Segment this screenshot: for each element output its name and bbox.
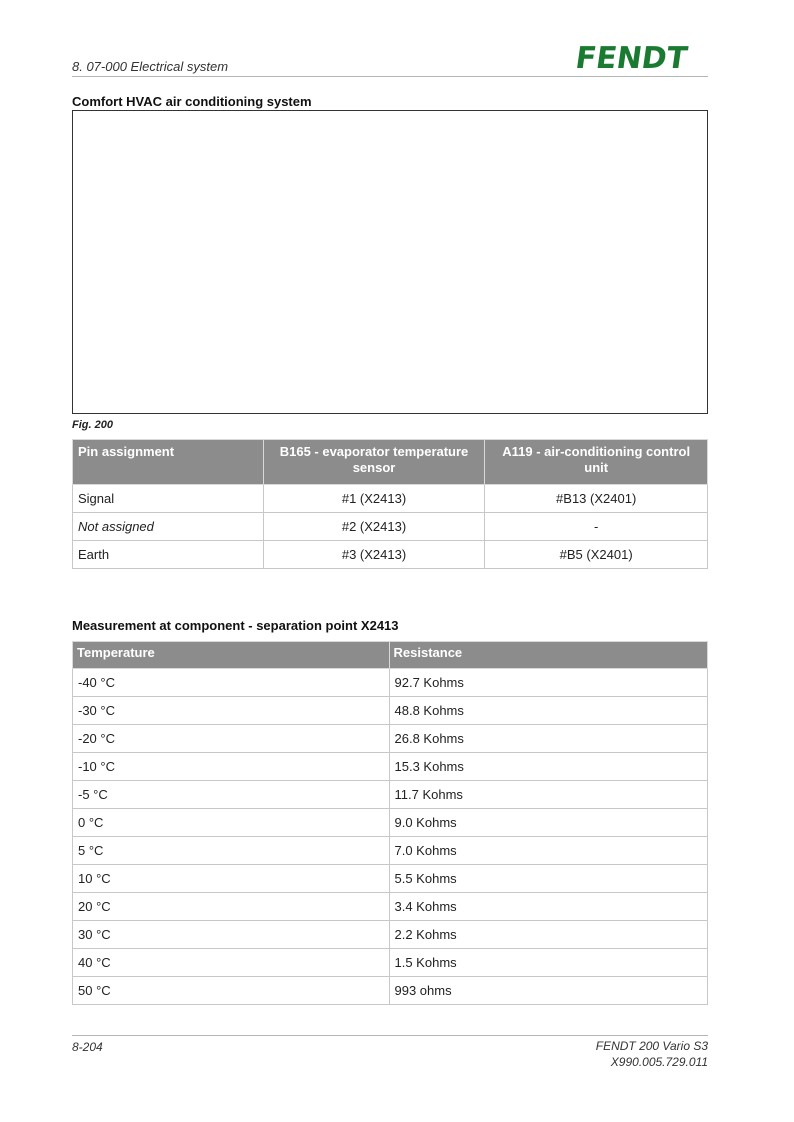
table-cell: #2 (X2413) bbox=[263, 513, 485, 541]
table-row bbox=[73, 865, 708, 893]
column-header: B165 - evaporator temperature sensor bbox=[263, 440, 485, 485]
table-cell: 5.5 Kohms bbox=[389, 865, 708, 893]
model-name: FENDT 200 Vario S3 bbox=[595, 1039, 708, 1053]
table-cell: -30 °C bbox=[73, 697, 390, 725]
table-cell: 3.4 Kohms bbox=[389, 893, 708, 921]
table-cell: 40 °C bbox=[73, 949, 390, 977]
table-cell: 993 ohms bbox=[389, 977, 708, 1005]
table-row bbox=[73, 725, 708, 753]
table-row bbox=[73, 513, 708, 541]
table-row bbox=[73, 697, 708, 725]
figure-caption: Fig. 200 bbox=[72, 419, 113, 431]
table-cell: Signal bbox=[73, 485, 264, 513]
table-cell: 20 °C bbox=[73, 893, 390, 921]
table-cell: 92.7 Kohms bbox=[389, 669, 708, 697]
table-row bbox=[73, 669, 708, 697]
table-row bbox=[73, 893, 708, 921]
table-row bbox=[73, 921, 708, 949]
table-cell: 7.0 Kohms bbox=[389, 837, 708, 865]
measurement-table bbox=[72, 641, 708, 1005]
table-cell: 0 °C bbox=[73, 809, 390, 837]
table-cell: -5 °C bbox=[73, 781, 390, 809]
column-header: Pin assignment bbox=[73, 440, 264, 485]
table-cell: 5 °C bbox=[73, 837, 390, 865]
table-cell: 10 °C bbox=[73, 865, 390, 893]
table-row bbox=[73, 781, 708, 809]
table-cell: 9.0 Kohms bbox=[389, 809, 708, 837]
table-cell: 1.5 Kohms bbox=[389, 949, 708, 977]
table-cell: -10 °C bbox=[73, 753, 390, 781]
pin-assignment-table bbox=[72, 439, 708, 569]
table-cell: #B5 (X2401) bbox=[485, 541, 708, 569]
table-cell: 50 °C bbox=[73, 977, 390, 1005]
table-row bbox=[73, 809, 708, 837]
table-cell: #B13 (X2401) bbox=[485, 485, 708, 513]
section-title-measurement: Measurement at component - separation point X2413 bbox=[72, 618, 399, 633]
footer-doc-info bbox=[596, 1038, 708, 1070]
table-cell: 2.2 Kohms bbox=[389, 921, 708, 949]
table-cell: 26.8 Kohms bbox=[389, 725, 708, 753]
fendt-logo-graphic bbox=[560, 40, 708, 74]
header-title: 8. 07-000 Electrical system bbox=[72, 59, 229, 74]
table-cell: -20 °C bbox=[73, 725, 390, 753]
column-header: Resistance bbox=[389, 642, 708, 669]
table-row bbox=[73, 485, 708, 513]
footer-divider bbox=[72, 1035, 708, 1036]
table-row bbox=[73, 949, 708, 977]
table-cell: 30 °C bbox=[73, 921, 390, 949]
header-divider bbox=[72, 76, 708, 77]
table-cell: - bbox=[485, 513, 708, 541]
table-header-row bbox=[73, 642, 708, 669]
table-cell: 15.3 Kohms bbox=[389, 753, 708, 781]
figure-frame bbox=[72, 110, 708, 414]
column-header: Temperature bbox=[73, 642, 390, 669]
table-cell: Earth bbox=[73, 541, 264, 569]
table-cell: #3 (X2413) bbox=[263, 541, 485, 569]
table-row bbox=[73, 541, 708, 569]
section-title-hvac: Comfort HVAC air conditioning system bbox=[72, 94, 312, 109]
measurement-table-body bbox=[73, 669, 708, 1005]
table-header-row bbox=[73, 440, 708, 485]
document-number: X990.005.729.011 bbox=[610, 1055, 708, 1069]
fendt-logo bbox=[560, 40, 708, 74]
table-row bbox=[73, 753, 708, 781]
column-header: A119 - air-conditioning control unit bbox=[485, 440, 708, 485]
table-cell: Not assigned bbox=[73, 513, 264, 541]
table-row bbox=[73, 837, 708, 865]
table-row bbox=[73, 977, 708, 1005]
page-number: 8-204 bbox=[72, 1040, 103, 1054]
table-cell: -40 °C bbox=[73, 669, 390, 697]
table-cell: 48.8 Kohms bbox=[389, 697, 708, 725]
table-cell: 11.7 Kohms bbox=[389, 781, 708, 809]
logo-text: FENDT bbox=[573, 41, 690, 74]
table-cell: #1 (X2413) bbox=[263, 485, 485, 513]
